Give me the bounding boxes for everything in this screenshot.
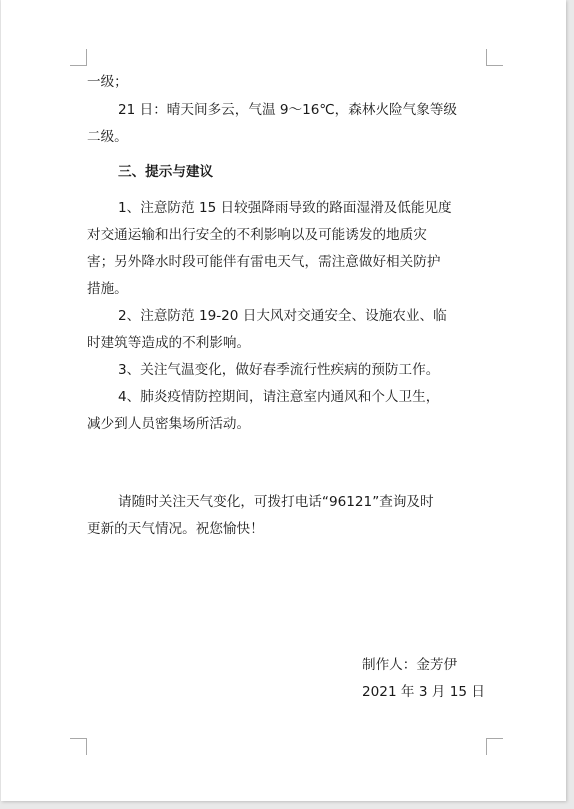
text-line: 21 日：晴天间多云，气温 9～16℃，森林火险气象等级 [118, 102, 458, 118]
document-page [1, 0, 566, 801]
page-corner-mark-bottom-right [486, 738, 503, 755]
page-corner-mark-bottom-left [70, 738, 87, 755]
text-line: 请随时关注天气变化，可拨打电话“96121”查询及时 [118, 494, 434, 510]
author-line: 制作人：金芳伊 [362, 657, 458, 673]
page-corner-mark-top-left [70, 49, 87, 66]
text-line: 对交通运输和出行安全的不利影响以及可能诱发的地质灾 [87, 227, 427, 243]
text-line: 时建筑等造成的不利影响。 [87, 335, 251, 351]
date-line: 2021 年 3 月 15 日 [362, 684, 485, 700]
text-line: 2、注意防范 19-20 日大风对交通安全、设施农业、临 [118, 308, 447, 324]
text-line: 一级； [87, 74, 128, 90]
text-line: 减少到人员密集场所活动。 [87, 416, 251, 432]
text-line: 二级。 [87, 129, 128, 145]
text-line: 1、注意防范 15 日较强降雨导致的路面湿滑及低能见度 [118, 200, 452, 216]
text-line: 4、肺炎疫情防控期间，请注意室内通风和个人卫生， [118, 389, 440, 405]
page-corner-mark-top-right [486, 49, 503, 66]
text-line: 措施。 [87, 281, 128, 297]
text-line: 3、关注气温变化，做好春季流行性疾病的预防工作。 [118, 362, 440, 378]
text-line: 害；另外降水时段可能伴有雷电天气，需注意做好相关防护 [87, 254, 441, 270]
text-line: 更新的天气情况。祝您愉快！ [87, 521, 264, 537]
section-heading: 三、提示与建议 [118, 164, 214, 180]
